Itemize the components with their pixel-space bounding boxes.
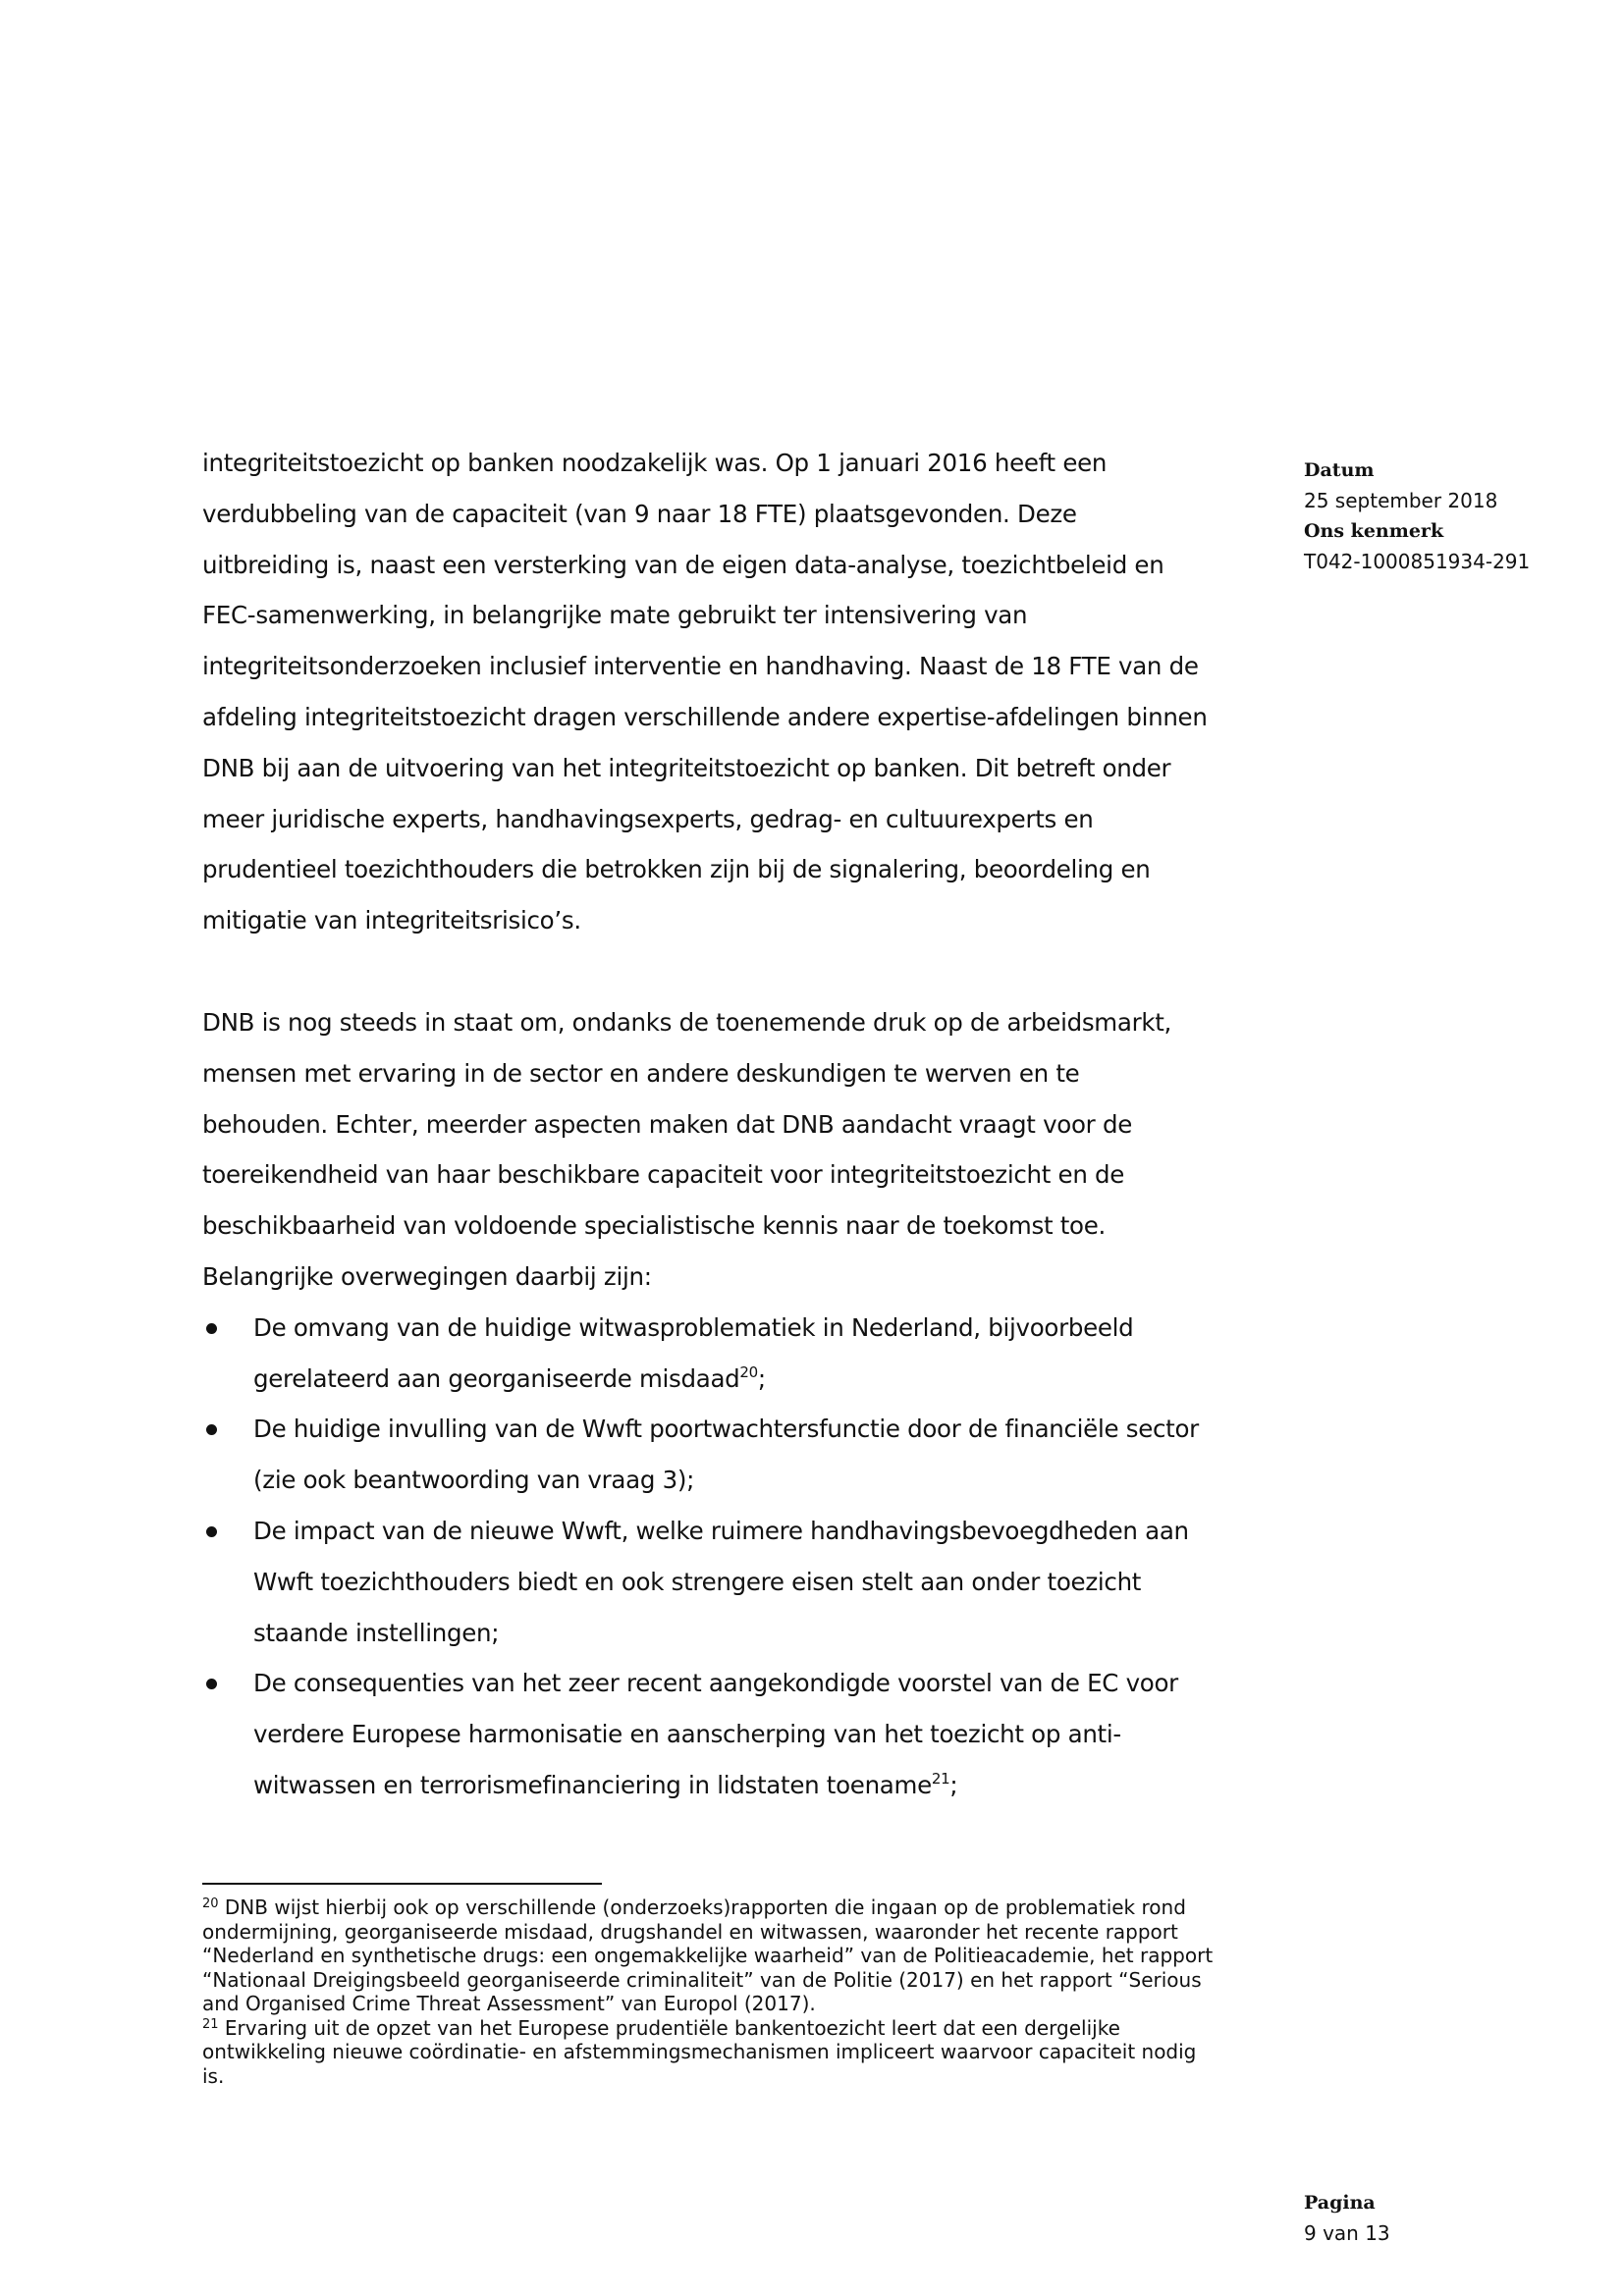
footnote-reference[interactable]: 20 [739, 1362, 758, 1381]
list-item [202, 1658, 1209, 1810]
list-item-tail: ; [949, 1770, 958, 1799]
page-label: Pagina [1304, 2192, 1376, 2214]
bullet-icon [206, 1526, 217, 1537]
list-item-text: De omvang van de huidige witwasproblematiek in Nederland, bijvoorbeeld gerelateerd aan georganiseerde misdaad [253, 1312, 1134, 1393]
footnotes [202, 1896, 1223, 2088]
footnote-text: Ervaring uit de opzet van het Europese prudentiële bankentoezicht leert dat een dergelijke ontwikkeling nieuwe coördinatie- en afstemmingsmechanismen impliceert waarvoor capaciteit nodig is. [202, 2015, 1197, 2088]
reference-value: T042-1000851934-291 [1304, 550, 1531, 573]
list-item [202, 1303, 1209, 1405]
footnote-number: 21 [202, 2016, 219, 2032]
footnote-divider [202, 1883, 602, 1885]
list-item [202, 1404, 1209, 1506]
reference-label: Ons kenmerk [1304, 520, 1444, 542]
bullet-icon [206, 1424, 217, 1435]
paragraph-spacer [202, 946, 1209, 997]
date-value: 25 september 2018 [1304, 489, 1498, 512]
body-paragraph: integriteitstoezicht op banken noodzakelijk was. Op 1 januari 2016 heeft een verdubbeling van de capaciteit (van 9 naar 18 FTE) plaatsgevonden. Deze uitbreiding is, naast een versterking van de eigen data-analyse, toezichtbeleid en FEC-samenwerking, in belangrijke mate gebruikt ter intensivering van integriteitsonderzoeken inclusief interventie en handhaving. Naast de 18 FTE van de afdeling integriteitstoezicht dragen verschillende andere expertise-afdelingen binnen DNB bij aan de uitvoering van het integriteitstoezicht op banken. Dit betreft onder meer juridische experts, handhavingsexperts, gedrag- en cultuurexperts en prudentieel toezichthouders die betrokken zijn bij de signalering, beoordeling en mitigatie van integriteitsrisico’s. [202, 449, 1208, 935]
considerations-list [202, 1303, 1209, 1811]
footnote-text: DNB wijst hierbij ook op verschillende (onderzoeks)rapporten die ingaan op de problematiek rond ondermijning, georganiseerde misdaad, drugshandel en witwassen, waaronder het recente rapport “Nederland en synthetische drugs: een ongemakkelijke waarheid” van de Politieacademie, het rapport “Nationaal Dreigingsbeeld georganiseerde criminaliteit” van de Politie (2017) en het rapport “Serious and Organised Crime Threat Assessment” van Europol (2017). [202, 1896, 1214, 2015]
list-item [202, 1506, 1209, 1658]
date-label: Datum [1304, 459, 1375, 481]
footnote [202, 2016, 1223, 2089]
bullet-icon [206, 1679, 217, 1689]
list-item-text: De huidige invulling van de Wwft poortwachtersfunctie door de financiële sector (zie ook beantwoording van vraag 3); [253, 1415, 1199, 1495]
letter-metadata [1304, 455, 1598, 577]
body-paragraph: DNB is nog steeds in staat om, ondanks de toenemende druk op de arbeidsmarkt, mensen met ervaring in de sector en andere deskundigen te werven en te behouden. Echter, meerder aspecten maken dat DNB aandacht vraagt voor de toereikendheid van haar beschikbare capaciteit voor integriteitstoezicht en de beschikbaarheid van voldoende specialistische kennis naar de toekomst toe. Belangrijke overwegingen daarbij zijn: [202, 1007, 1172, 1291]
list-item-tail: ; [757, 1363, 766, 1393]
footnote-reference[interactable]: 21 [931, 1769, 950, 1788]
list-item-text: De consequenties van het zeer recent aangekondigde voorstel van de EC voor verdere Europese harmonisatie en aanscherping van het toezicht op anti-witwassen en terrorismefinanciering in lidstaten toename [253, 1669, 1178, 1799]
footnote [202, 1896, 1223, 2016]
page-number [1304, 2188, 1559, 2249]
list-item-text: De impact van de nieuwe Wwft, welke ruimere handhavingsbevoegdheden aan Wwft toezichthouders biedt en ook strengere eisen stelt aan onder toezicht staande instellingen; [253, 1516, 1189, 1647]
page-value: 9 van 13 [1304, 2221, 1390, 2245]
bullet-icon [206, 1323, 217, 1334]
footnote-number: 20 [202, 1896, 219, 1911]
main-text-column [202, 438, 1209, 1811]
